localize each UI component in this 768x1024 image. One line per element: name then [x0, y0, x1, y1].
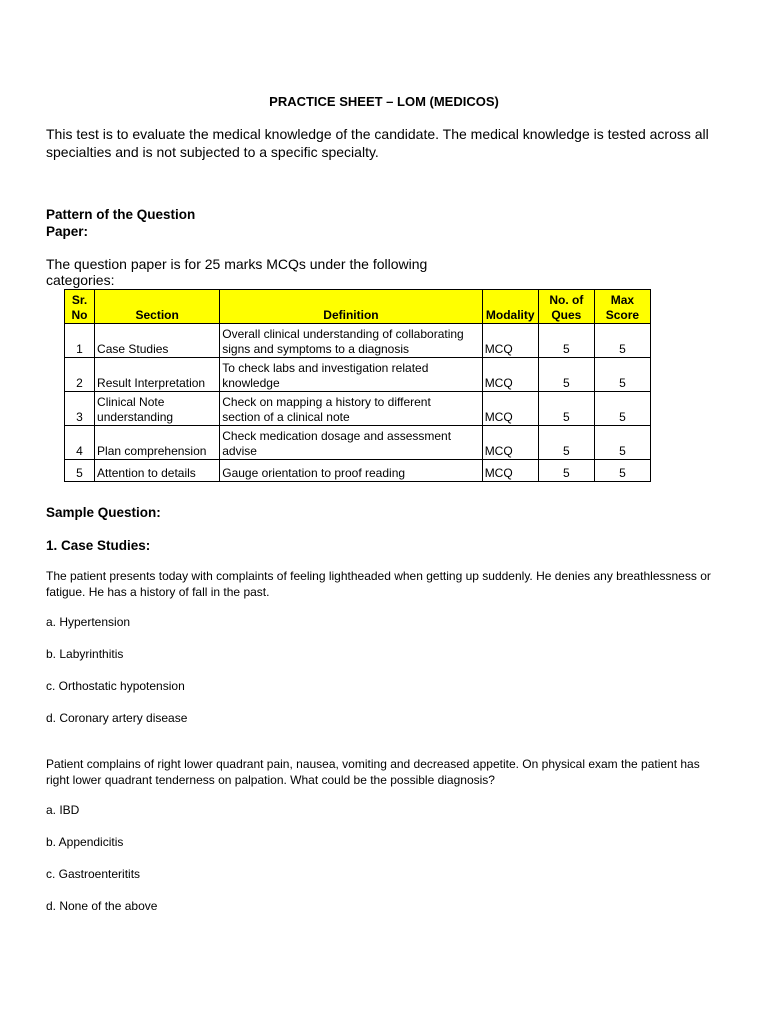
cell-ques: 5: [538, 392, 594, 426]
cell-section: Case Studies: [95, 324, 220, 358]
cell-modality: MCQ: [482, 426, 538, 460]
cell-modality: MCQ: [482, 324, 538, 358]
header-section: Section: [95, 290, 220, 324]
pattern-heading-line2: Paper:: [46, 224, 89, 239]
cell-score: 5: [594, 324, 650, 358]
question-2-option: b. Appendicitis: [46, 835, 124, 849]
cell-score: 5: [594, 460, 650, 482]
cell-ques: 5: [538, 358, 594, 392]
cell-sr: 3: [65, 392, 95, 426]
question-1-option: b. Labyrinthitis: [46, 647, 124, 661]
question-1-option: d. Coronary artery disease: [46, 711, 188, 725]
cell-score: 5: [594, 392, 650, 426]
cell-ques: 5: [538, 324, 594, 358]
intro-paragraph: This test is to evaluate the medical knowledge of the candidate. The medical knowledge is tested across all specialties and is not subjected to a specific specialty.: [46, 126, 709, 160]
cell-section: Plan comprehension: [95, 426, 220, 460]
cell-definition: To check labs and investigation related knowledge: [220, 358, 482, 392]
cell-modality: MCQ: [482, 392, 538, 426]
cell-ques: 5: [538, 460, 594, 482]
pattern-heading-line1: Pattern of the Question: [46, 207, 196, 222]
cell-sr: 1: [65, 324, 95, 358]
table-row: [65, 460, 651, 482]
question-1-option: c. Orthostatic hypotension: [46, 679, 185, 693]
cell-definition: Gauge orientation to proof reading: [220, 460, 482, 482]
question-1-option: a. Hypertension: [46, 615, 131, 629]
header-definition: Definition: [220, 290, 482, 324]
cell-definition: Check on mapping a history to different section of a clinical note: [220, 392, 482, 426]
cell-section: Clinical Note understanding: [95, 392, 220, 426]
cell-modality: MCQ: [482, 460, 538, 482]
question-1-text: The patient presents today with complaints of feeling lightheaded when getting up suddenly. He denies any breathlessness or fatigue. He has a history of fall in the past.: [46, 569, 711, 599]
question-2-text: Patient complains of right lower quadrant pain, nausea, vomiting and decreased appetite. On physical exam the patient has right lower quadrant tenderness on palpation. What could be the possible diagnosis?: [46, 757, 700, 787]
cell-section: Attention to details: [95, 460, 220, 482]
question-2-option: c. Gastroenteritits: [46, 867, 141, 881]
case-studies-heading: 1. Case Studies:: [46, 538, 151, 553]
cell-sr: 2: [65, 358, 95, 392]
header-no-of-ques: No. of Ques: [538, 290, 594, 324]
header-max-score: Max Score: [594, 290, 650, 324]
pattern-text-line1: The question paper is for 25 marks MCQs under the following: [46, 256, 428, 272]
table-row: [65, 324, 651, 358]
question-2-option: a. IBD: [46, 803, 80, 817]
cell-score: 5: [594, 426, 650, 460]
cell-definition: Overall clinical understanding of collaborating signs and symptoms to a diagnosis: [220, 324, 482, 358]
table-row: [65, 426, 651, 460]
table-row: [65, 358, 651, 392]
pattern-description: [46, 256, 446, 288]
cell-ques: 5: [538, 426, 594, 460]
cell-modality: MCQ: [482, 358, 538, 392]
pattern-text-line2: categories:: [46, 272, 115, 288]
categories-table: [64, 289, 651, 482]
cell-score: 5: [594, 358, 650, 392]
question-2-option: d. None of the above: [46, 899, 158, 913]
cell-sr: 4: [65, 426, 95, 460]
sample-question-heading: Sample Question:: [46, 505, 161, 520]
cell-sr: 5: [65, 460, 95, 482]
table-header-row: [65, 290, 651, 324]
page-title: PRACTICE SHEET – LOM (MEDICOS): [269, 94, 499, 109]
table-row: [65, 392, 651, 426]
cell-section: Result Interpretation: [95, 358, 220, 392]
pattern-heading: [46, 206, 246, 240]
header-modality: Modality: [482, 290, 538, 324]
cell-definition: Check medication dosage and assessment advise: [220, 426, 482, 460]
header-sr-no: Sr. No: [65, 290, 95, 324]
